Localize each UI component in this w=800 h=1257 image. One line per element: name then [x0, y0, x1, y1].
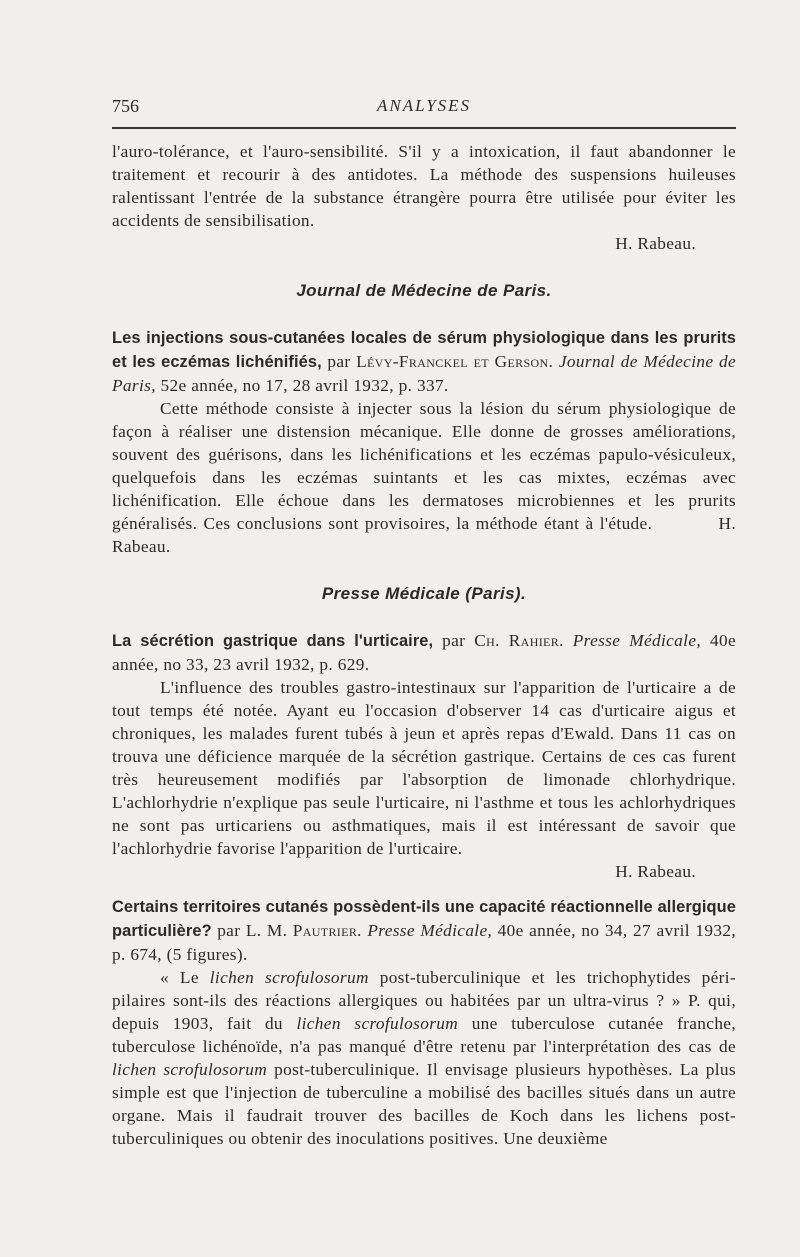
article-title: La sécrétion gastrique dans l'urticaire, [112, 632, 434, 650]
page-number: 756 [112, 96, 139, 116]
header-rule [112, 127, 736, 129]
par-label: par [442, 631, 466, 650]
italic-term: lichen scrofulosorum [296, 1014, 459, 1033]
signature: H. Rabeau. [615, 862, 696, 881]
article-source: Presse Médicale, [367, 921, 493, 940]
italic-term: lichen scrofulosorum [112, 1060, 268, 1079]
article-ref: 40e année, no 33, 23 avril 1932, p. 629. [112, 631, 737, 674]
article-header [112, 629, 736, 676]
body-text: post-tuberculinique. Il envisage plusieurs hypothèses. La plus simple est que l'injection de tuberculine a mobilisé des bacilles situés dans un autre organe. Mais il faudrait trouver des bacilles de Koch dans les lichens post-tuberculiniques ou obtenir des inoculations positives. Une deuxième [112, 1060, 736, 1148]
article-ref: 40e année, no 34, 27 avril 1932, p. 674, (5 figures). [112, 921, 737, 964]
article-body [112, 966, 736, 1150]
article-ref: 52e année, no 17, 28 avril 1932, p. 337. [160, 376, 449, 395]
par-label: par [217, 921, 241, 940]
journal-heading-2: Presse Médicale (Paris). [321, 584, 527, 603]
article-body [112, 397, 736, 558]
article-header [112, 895, 736, 966]
article-authors: Ch. Rahier. [474, 631, 564, 650]
body-text: post-tuberculinique et les trichophytides péri-pilaires sont-ils des réactions allergiques ou habitées par un ultra-virus ? » P. qui, depuis 1903, fait du [112, 968, 736, 1033]
article-body-text: Cette méthode consiste à injecter sous la lésion du sérum physiologique de façon à réaliser une distension mécanique. Elle donne de grosses améliorations, souvent des guérisons, dans les lichénifications et les eczémas papulo-vésiculeux, quelquefois dans les eczémas suintants et les cas mixtes, eczémas avec lichénification. Elle échoue dans les dermatoses microbiennes et les prurits généralisés. Ces conclusions sont provisoires, la méthode étant à l'étude. [112, 399, 736, 533]
article-header [112, 326, 736, 397]
intro-paragraph: l'auro-tolérance, et l'auro-sensibilité. S'il y a intoxication, il faut abandonner le traitement et recourir à des antidotes. La méthode des suspensions huileuses ralentissant l'entrée de la substance étrangère pourra être utilisée pour éviter les accidents de sensibilisation. [112, 142, 736, 230]
italic-term: lichen scrofulosorum [209, 968, 369, 987]
signature: H. Rabeau. [112, 514, 736, 556]
article-authors: L. M. Pautrier. [245, 921, 362, 940]
article-source: Presse Médicale, [572, 631, 702, 650]
par-label: par [327, 352, 351, 371]
journal-heading-1: Journal de Médecine de Paris. [296, 281, 552, 300]
article-title: Les injections sous-cutanées locales de sérum physiologique dans les prurits et les eczémas lichénifiés, [112, 329, 736, 371]
article-authors: Lévy-Franckel et Gerson. [356, 352, 554, 371]
article-title: Certains territoires cutanés possèdent-ils une capacité réactionnelle allergique particulière? [112, 898, 736, 940]
running-title: ANALYSES [376, 96, 472, 115]
article-source: Journal de Médecine de Paris, [112, 352, 737, 395]
page-content [112, 140, 736, 1150]
article-body: L'influence des troubles gastro-intestinaux sur l'apparition de l'urticaire a de tout temps été notée. Ayant eu l'occasion d'observer 14 cas d'urticaire aigus et chroniques, les malades furent tubés à jeun et après repas d'Ewald. Dans 11 cas on trouva une déficience marquée de la sécrétion gastrique. Certains de ces cas furent très heureusement modifiés par l'absorption de limonade chlorhydrique. L'achlorhydrie n'explique pas seule l'urticaire, ni l'asthme et tous les achlorhydriques ne sont pas urticariens ou asthmatiques, mais il est intéressant de savoir que l'achlorhydrie favorise l'apparition de l'urticaire. [112, 678, 736, 858]
body-text: une tuberculose cutanée franche, tuberculose lichénoïde, n'a pas manqué d'être retenu par l'interprétation des cas de [112, 1014, 736, 1056]
page-header [112, 96, 736, 126]
body-text: « Le [160, 968, 210, 987]
signature: H. Rabeau. [615, 234, 696, 253]
